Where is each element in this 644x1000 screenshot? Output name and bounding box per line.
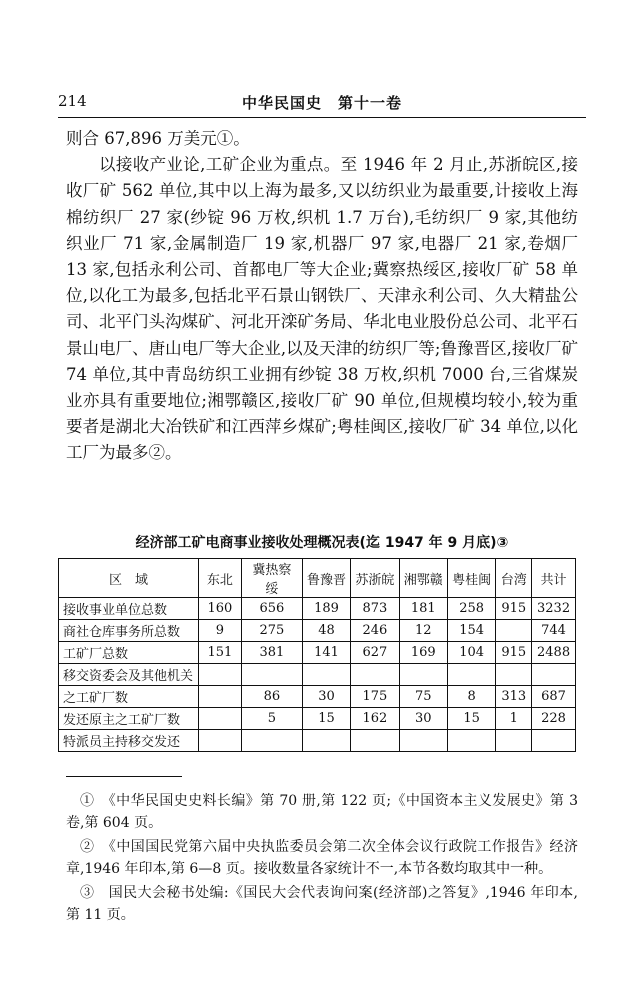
header-cell: 湘鄂赣 bbox=[399, 559, 447, 598]
table-cell bbox=[351, 730, 399, 752]
table-row bbox=[59, 620, 576, 642]
table-cell bbox=[532, 664, 576, 686]
table-cell: 915 bbox=[496, 642, 532, 664]
table-cell: 275 bbox=[241, 620, 302, 642]
table-cell: 656 bbox=[241, 598, 302, 620]
header-rule bbox=[58, 117, 586, 118]
page-number: 214 bbox=[58, 92, 87, 110]
table-cell: 162 bbox=[351, 708, 399, 730]
table-row bbox=[59, 708, 576, 730]
row-label: 工矿厂总数 bbox=[59, 642, 199, 664]
header-cell: 台湾 bbox=[496, 559, 532, 598]
table-cell: 2488 bbox=[532, 642, 576, 664]
table-cell bbox=[302, 664, 350, 686]
table-cell bbox=[496, 664, 532, 686]
header-cell: 粤桂闽 bbox=[447, 559, 495, 598]
table-cell: 141 bbox=[302, 642, 350, 664]
page-header bbox=[58, 92, 586, 114]
table-cell bbox=[496, 730, 532, 752]
table-cell: 246 bbox=[351, 620, 399, 642]
table-cell: 228 bbox=[532, 708, 576, 730]
table-cell bbox=[302, 730, 350, 752]
header-cell: 东北 bbox=[198, 559, 241, 598]
footnote: ③ 国民大会秘书处编:《国民大会代表询问案(经济部)之答复》,1946 年印本,第 11 页。 bbox=[66, 885, 578, 923]
paragraph-continuation: 则合 67,896 万美元①。 bbox=[66, 129, 250, 148]
footnote: ① 《中华民国史史料长编》第 70 册,第 122 页;《中国资本主义发展史》第 3 卷,第 604 页。 bbox=[66, 793, 578, 831]
footnote: ② 《中国国民党第六届中央执监委员会第二次全体会议行政院工作报告》经济章,1946 年印本,第 6—8 页。接收数量各家统计不一,本节各数均取其中一种。 bbox=[66, 839, 578, 877]
table-cell bbox=[198, 664, 241, 686]
table-cell: 12 bbox=[399, 620, 447, 642]
table-row bbox=[59, 686, 576, 708]
table-cell bbox=[496, 620, 532, 642]
table-cell bbox=[198, 686, 241, 708]
table-cell: 3232 bbox=[532, 598, 576, 620]
footnotes bbox=[66, 790, 578, 928]
body-text bbox=[66, 126, 578, 467]
table-cell: 154 bbox=[447, 620, 495, 642]
table-cell: 8 bbox=[447, 686, 495, 708]
row-label: 特派员主持移交发还 bbox=[59, 730, 199, 752]
table-caption: 经济部工矿电商事业接收处理概况表(迄 1947 年 9 月底)③ bbox=[135, 535, 509, 551]
table-cell: 313 bbox=[496, 686, 532, 708]
table-cell: 258 bbox=[447, 598, 495, 620]
table-cell: 627 bbox=[351, 642, 399, 664]
table-cell: 175 bbox=[351, 686, 399, 708]
row-label: 之工矿厂数 bbox=[59, 686, 199, 708]
row-label: 移交资委会及其他机关 bbox=[59, 664, 199, 686]
table-cell: 160 bbox=[198, 598, 241, 620]
footnote-rule bbox=[66, 776, 182, 777]
header-cell: 共计 bbox=[532, 559, 576, 598]
table-row bbox=[59, 730, 576, 752]
table-cell bbox=[241, 730, 302, 752]
table-cell: 915 bbox=[496, 598, 532, 620]
table-cell: 181 bbox=[399, 598, 447, 620]
paragraph: 以接收产业论,工矿企业为重点。至 1946 年 2 月止,苏浙皖区,接收厂矿 562 单位,其中以上海为最多,又以纺织业为最重要,计接收上海棉纺织厂 27 家(纱锭 96 万枚,织机 1.7 万台),毛纺织厂 9 家,其他纺织业厂 71 家,金属制造厂 19 家,机器厂 97 家,电器厂 21 家,卷烟厂 13 家,包括永利公司、首都电厂等大企业;冀察热绥区,接收厂矿 58 单位,以化工为最多,包括北平石景山钢铁厂、天津永利公司、久大精盐公司、北平门头沟煤矿、河北开滦矿务局、华北电业股份总公司、北平石景山电厂、唐山电厂等大企业,以及天津的纺织厂等;鲁豫晋区,接收厂矿 74 单位,其中青岛纺织工业拥有纱锭 38 万枚,织机 7000 台,三省煤炭业亦具有重要地位;湘鄂赣区,接收厂矿 90 单位,但规模均较小,较为重要者是湖北大冶铁矿和江西萍乡煤矿;粤桂闽区,接收厂矿 34 单位,以化工厂为最多②。 bbox=[66, 155, 578, 463]
table-cell: 151 bbox=[198, 642, 241, 664]
table-cell: 30 bbox=[302, 686, 350, 708]
table-cell: 5 bbox=[241, 708, 302, 730]
table-cell: 1 bbox=[496, 708, 532, 730]
table-cell: 381 bbox=[241, 642, 302, 664]
table-cell bbox=[399, 664, 447, 686]
data-table bbox=[58, 558, 576, 752]
table-cell: 48 bbox=[302, 620, 350, 642]
running-title: 中华民国史 第十一卷 bbox=[241, 94, 402, 112]
header-cell: 鲁豫晋 bbox=[302, 559, 350, 598]
table-cell bbox=[241, 664, 302, 686]
table-cell: 189 bbox=[302, 598, 350, 620]
row-label: 商社仓库事务所总数 bbox=[59, 620, 199, 642]
table-cell bbox=[198, 730, 241, 752]
row-label: 接收事业单位总数 bbox=[59, 598, 199, 620]
table-cell: 15 bbox=[447, 708, 495, 730]
table-cell: 75 bbox=[399, 686, 447, 708]
table-cell: 86 bbox=[241, 686, 302, 708]
table-cell: 15 bbox=[302, 708, 350, 730]
header-cell: 冀热察绥 bbox=[241, 559, 302, 598]
table-header-row bbox=[59, 559, 576, 598]
table-cell: 744 bbox=[532, 620, 576, 642]
table-cell: 9 bbox=[198, 620, 241, 642]
table-cell bbox=[399, 730, 447, 752]
table-cell bbox=[198, 708, 241, 730]
row-label: 发还原主之工矿厂数 bbox=[59, 708, 199, 730]
table-row bbox=[59, 642, 576, 664]
table-cell bbox=[351, 664, 399, 686]
table-cell bbox=[447, 664, 495, 686]
table-cell: 104 bbox=[447, 642, 495, 664]
table-cell: 30 bbox=[399, 708, 447, 730]
table-row bbox=[59, 664, 576, 686]
header-cell: 苏浙皖 bbox=[351, 559, 399, 598]
table-cell bbox=[532, 730, 576, 752]
table-cell: 873 bbox=[351, 598, 399, 620]
table-row bbox=[59, 598, 576, 620]
table-cell: 169 bbox=[399, 642, 447, 664]
table-cell bbox=[447, 730, 495, 752]
table-cell: 687 bbox=[532, 686, 576, 708]
header-cell: 区 域 bbox=[59, 559, 199, 598]
